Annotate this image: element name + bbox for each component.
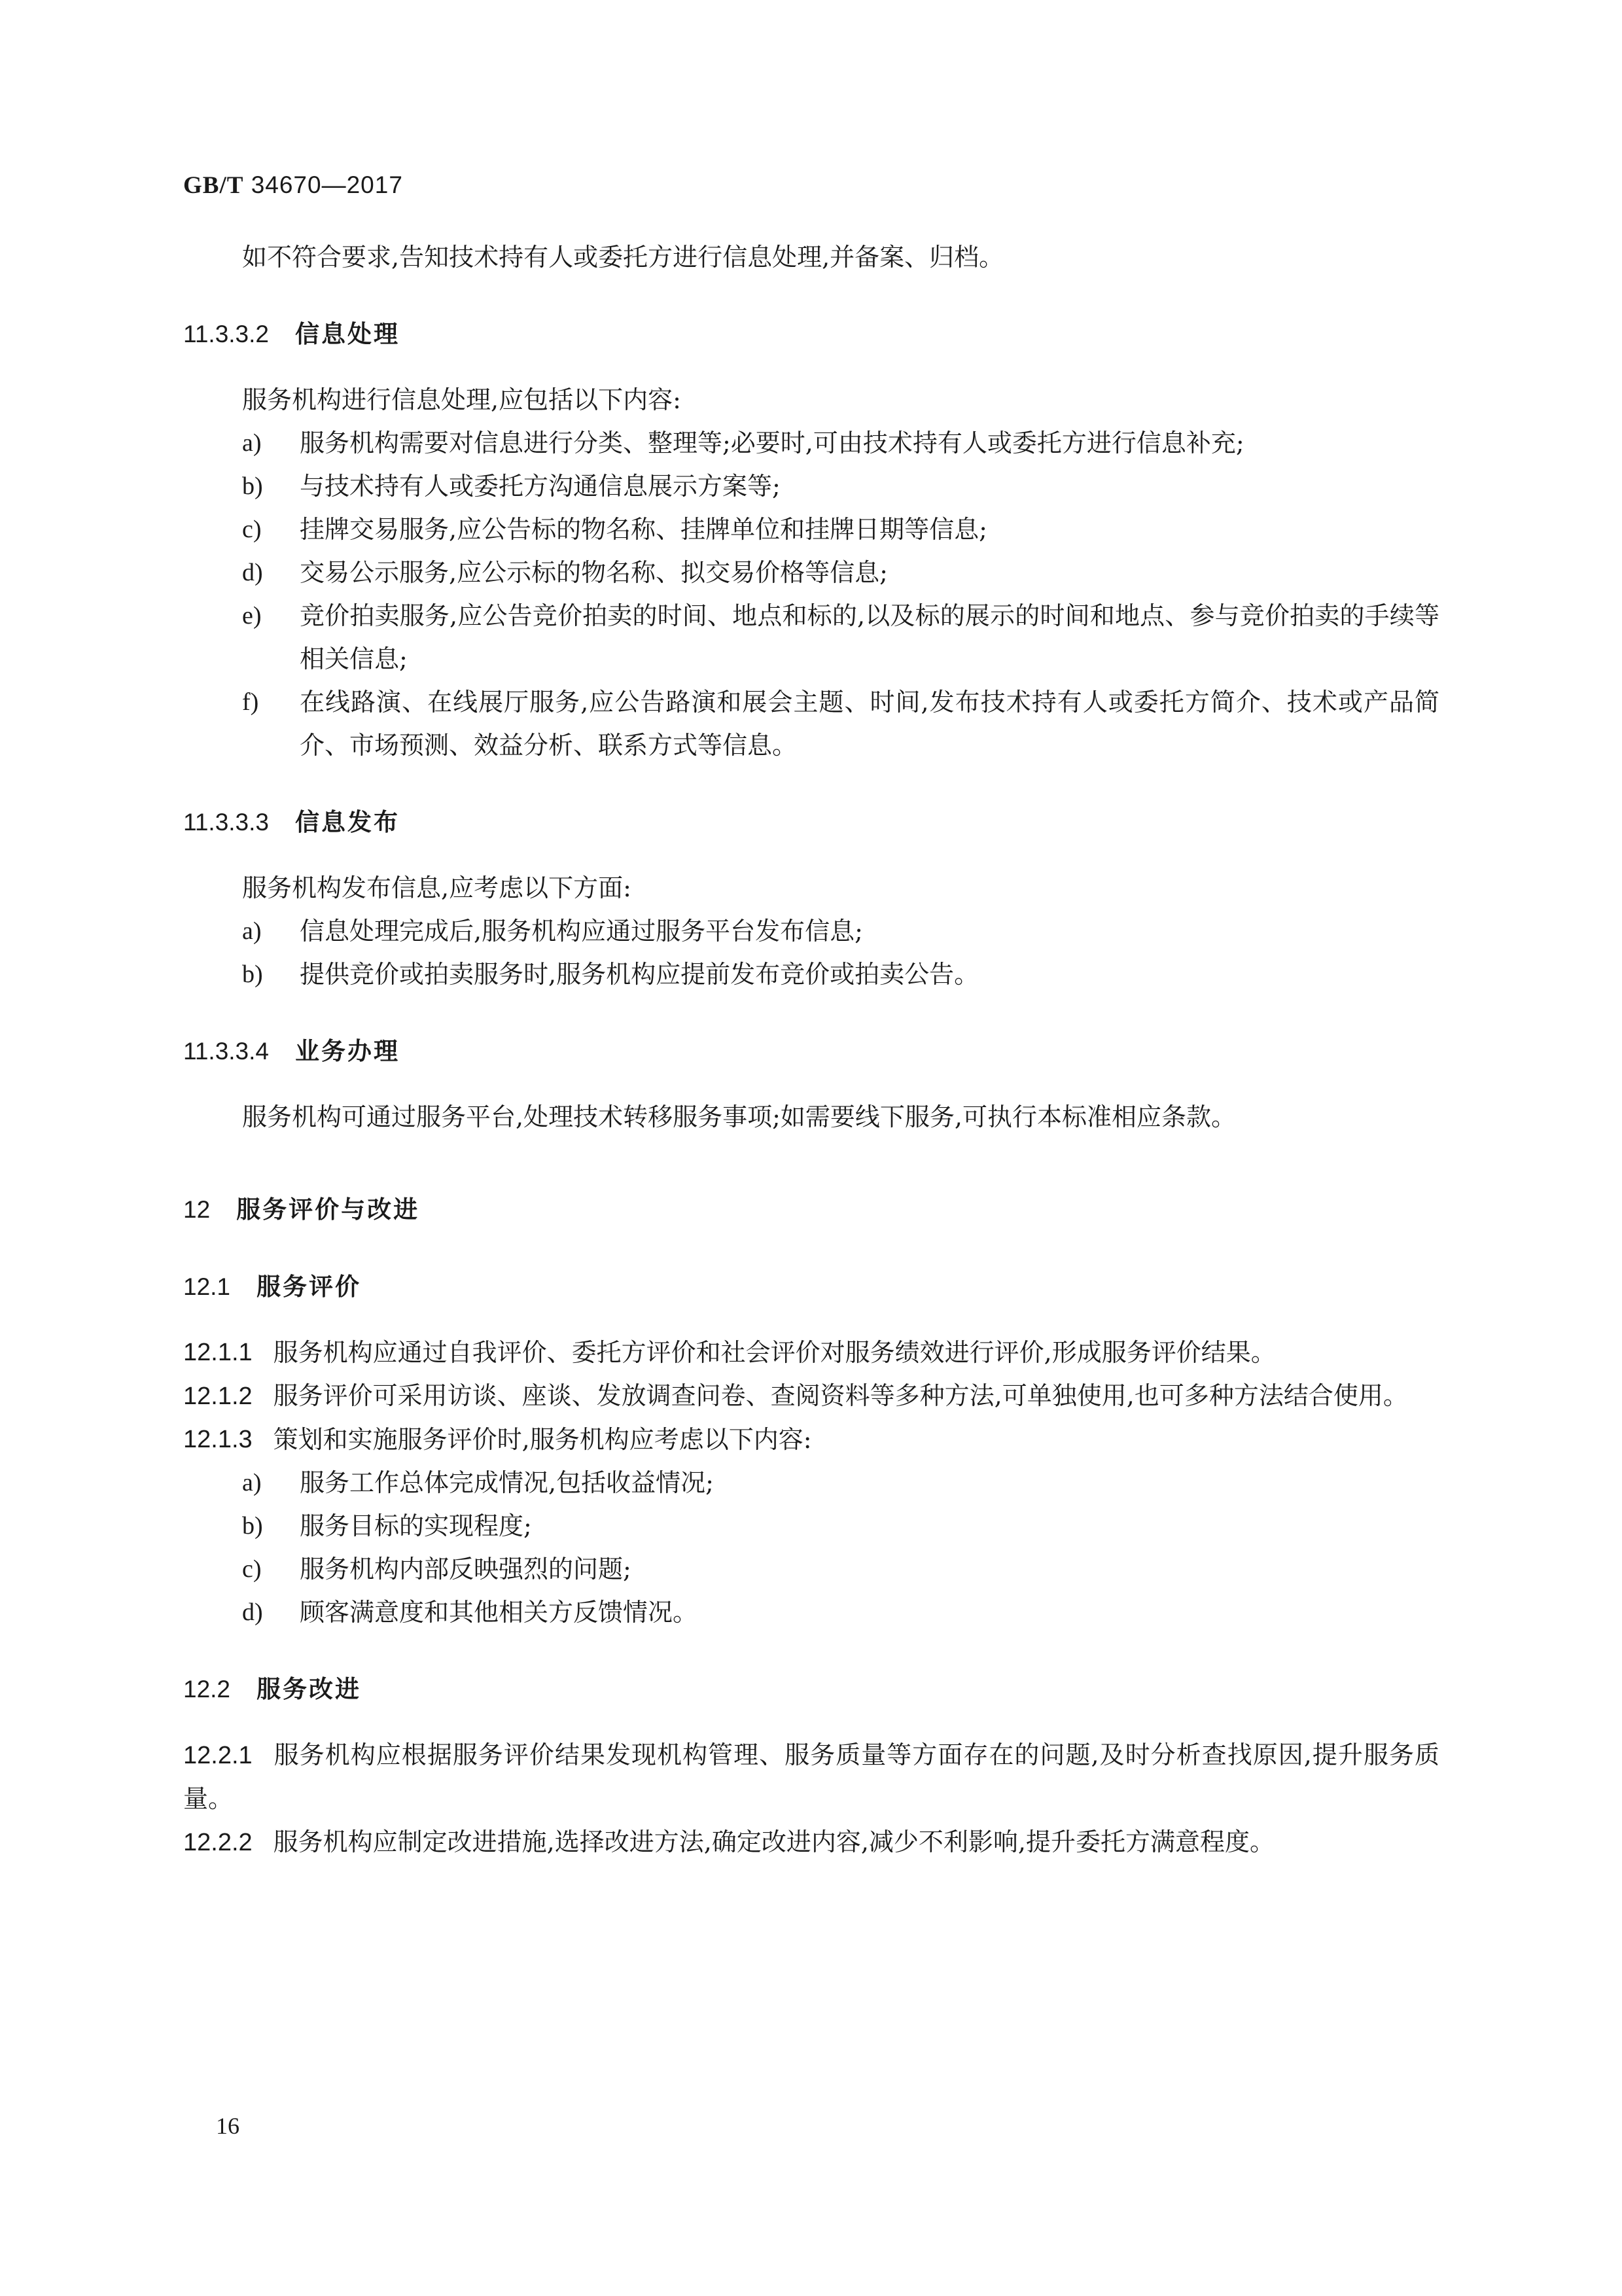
clause-number: 12.1.2 bbox=[183, 1383, 253, 1410]
heading-number: 12 bbox=[183, 1196, 211, 1223]
clause-number: 12.1.3 bbox=[183, 1426, 253, 1453]
heading-title: 服务评价 bbox=[256, 1273, 362, 1301]
section-lead: 服务机构进行信息处理,应包括以下内容: bbox=[242, 385, 681, 414]
list-item bbox=[183, 1547, 1439, 1591]
list-text: 服务机构内部反映强烈的问题; bbox=[300, 1555, 631, 1583]
list-text: 在线路演、在线展厅服务,应公告路演和展会主题、时间,发布技术持有人或委托方简介、技术或产品简介、市场预测、效益分析、联系方式等信息。 bbox=[300, 688, 1439, 760]
list-text: 竞价拍卖服务,应公告竞价拍卖的时间、地点和标的,以及标的展示的时间和地点、参与竞价拍卖的手续等相关信息; bbox=[300, 601, 1439, 673]
list-marker: c) bbox=[242, 516, 262, 543]
list-text: 与技术持有人或委托方沟通信息展示方案等; bbox=[300, 472, 781, 501]
clause-12-2-2 bbox=[183, 1820, 1439, 1864]
list-11-3-3-2 bbox=[183, 421, 1439, 767]
list-marker: d) bbox=[242, 559, 263, 586]
heading-number: 12.1 bbox=[183, 1273, 231, 1300]
clause-12-1-2 bbox=[183, 1374, 1439, 1418]
heading-11-3-3-2 bbox=[183, 313, 1439, 356]
heading-title: 服务评价与改进 bbox=[236, 1195, 420, 1224]
clause-12-1-1 bbox=[183, 1331, 1439, 1374]
clause-12-2-1 bbox=[183, 1733, 1439, 1820]
clause-number: 12.1.1 bbox=[183, 1339, 253, 1366]
page-number: 16 bbox=[216, 2113, 239, 2139]
heading-11-3-3-3 bbox=[183, 801, 1439, 844]
list-item bbox=[183, 1591, 1439, 1634]
list-text: 挂牌交易服务,应公告标的物名称、挂牌单位和挂牌日期等信息; bbox=[300, 515, 987, 544]
list-item bbox=[183, 1504, 1439, 1547]
heading-title: 服务改进 bbox=[256, 1675, 362, 1703]
list-text: 顾客满意度和其他相关方反馈情况。 bbox=[300, 1598, 698, 1627]
standard-code-prefix: GB/T bbox=[183, 172, 244, 199]
list-item bbox=[183, 421, 1439, 465]
list-item bbox=[183, 594, 1439, 680]
list-marker: a) bbox=[242, 429, 262, 457]
heading-number: 11.3.3.3 bbox=[183, 809, 269, 836]
list-marker: b) bbox=[242, 1512, 263, 1540]
standard-code bbox=[183, 171, 403, 200]
heading-11-3-3-4 bbox=[183, 1030, 1439, 1073]
list-text: 提供竞价或拍卖服务时,服务机构应提前发布竞价或拍卖公告。 bbox=[300, 960, 979, 989]
heading-number: 12.2 bbox=[183, 1676, 231, 1703]
list-text: 服务机构需要对信息进行分类、整理等;必要时,可由技术持有人或委托方进行信息补充; bbox=[300, 429, 1244, 457]
list-item bbox=[183, 1461, 1439, 1504]
heading-title: 业务办理 bbox=[294, 1037, 400, 1065]
list-marker: e) bbox=[242, 602, 262, 629]
list-marker: b) bbox=[242, 961, 263, 988]
clause-text: 策划和实施服务评价时,服务机构应考虑以下内容: bbox=[273, 1425, 812, 1454]
list-item bbox=[183, 910, 1439, 953]
heading-number: 11.3.3.4 bbox=[183, 1038, 269, 1065]
heading-title: 信息处理 bbox=[294, 320, 400, 348]
clause-number: 12.2.1 bbox=[183, 1742, 253, 1769]
list-text: 服务目标的实现程度; bbox=[300, 1511, 532, 1540]
list-marker: b) bbox=[242, 472, 263, 500]
clause-number: 12.2.2 bbox=[183, 1829, 253, 1856]
heading-12-2 bbox=[183, 1668, 1439, 1711]
list-item bbox=[183, 953, 1439, 996]
section-body: 服务机构可通过服务平台,处理技术转移服务事项;如需要线下服务,可执行本标准相应条款。 bbox=[242, 1103, 1236, 1131]
intro-paragraph: 如不符合要求,告知技术持有人或委托方进行信息处理,并备案、归档。 bbox=[242, 243, 1004, 272]
clause-12-1-3 bbox=[183, 1418, 1439, 1461]
list-marker: c) bbox=[242, 1555, 262, 1583]
list-11-3-3-3 bbox=[183, 910, 1439, 996]
list-marker: d) bbox=[242, 1598, 263, 1626]
standard-code-number: 34670—2017 bbox=[243, 171, 403, 198]
section-lead: 服务机构发布信息,应考虑以下方面: bbox=[242, 874, 631, 902]
list-text: 交易公示服务,应公示标的物名称、拟交易价格等信息; bbox=[300, 558, 888, 587]
heading-title: 信息发布 bbox=[294, 808, 400, 836]
list-item bbox=[183, 551, 1439, 594]
list-marker: a) bbox=[242, 1469, 262, 1496]
list-12-1-3 bbox=[183, 1461, 1439, 1634]
list-text: 服务工作总体完成情况,包括收益情况; bbox=[300, 1468, 714, 1497]
clause-text: 服务机构应通过自我评价、委托方评价和社会评价对服务绩效进行评价,形成服务评价结果。 bbox=[273, 1338, 1276, 1367]
list-item bbox=[183, 465, 1439, 508]
clause-text: 服务评价可采用访谈、座谈、发放调查问卷、查阅资料等多种方法,可单独使用,也可多种方法结合使用。 bbox=[273, 1381, 1408, 1410]
list-item bbox=[183, 680, 1439, 767]
list-marker: f) bbox=[242, 688, 259, 716]
list-marker: a) bbox=[242, 917, 262, 945]
heading-12-1 bbox=[183, 1265, 1439, 1309]
list-text: 信息处理完成后,服务机构应通过服务平台发布信息; bbox=[300, 917, 863, 945]
page-body bbox=[183, 236, 1439, 1864]
clause-text: 服务机构应根据服务评价结果发现机构管理、服务质量等方面存在的问题,及时分析查找原因,提升服务质量。 bbox=[183, 1740, 1439, 1813]
list-item bbox=[183, 508, 1439, 551]
heading-12 bbox=[183, 1188, 1439, 1231]
clause-text: 服务机构应制定改进措施,选择改进方法,确定改进内容,减少不利影响,提升委托方满意程度。 bbox=[273, 1828, 1275, 1856]
heading-number: 11.3.3.2 bbox=[183, 321, 269, 347]
